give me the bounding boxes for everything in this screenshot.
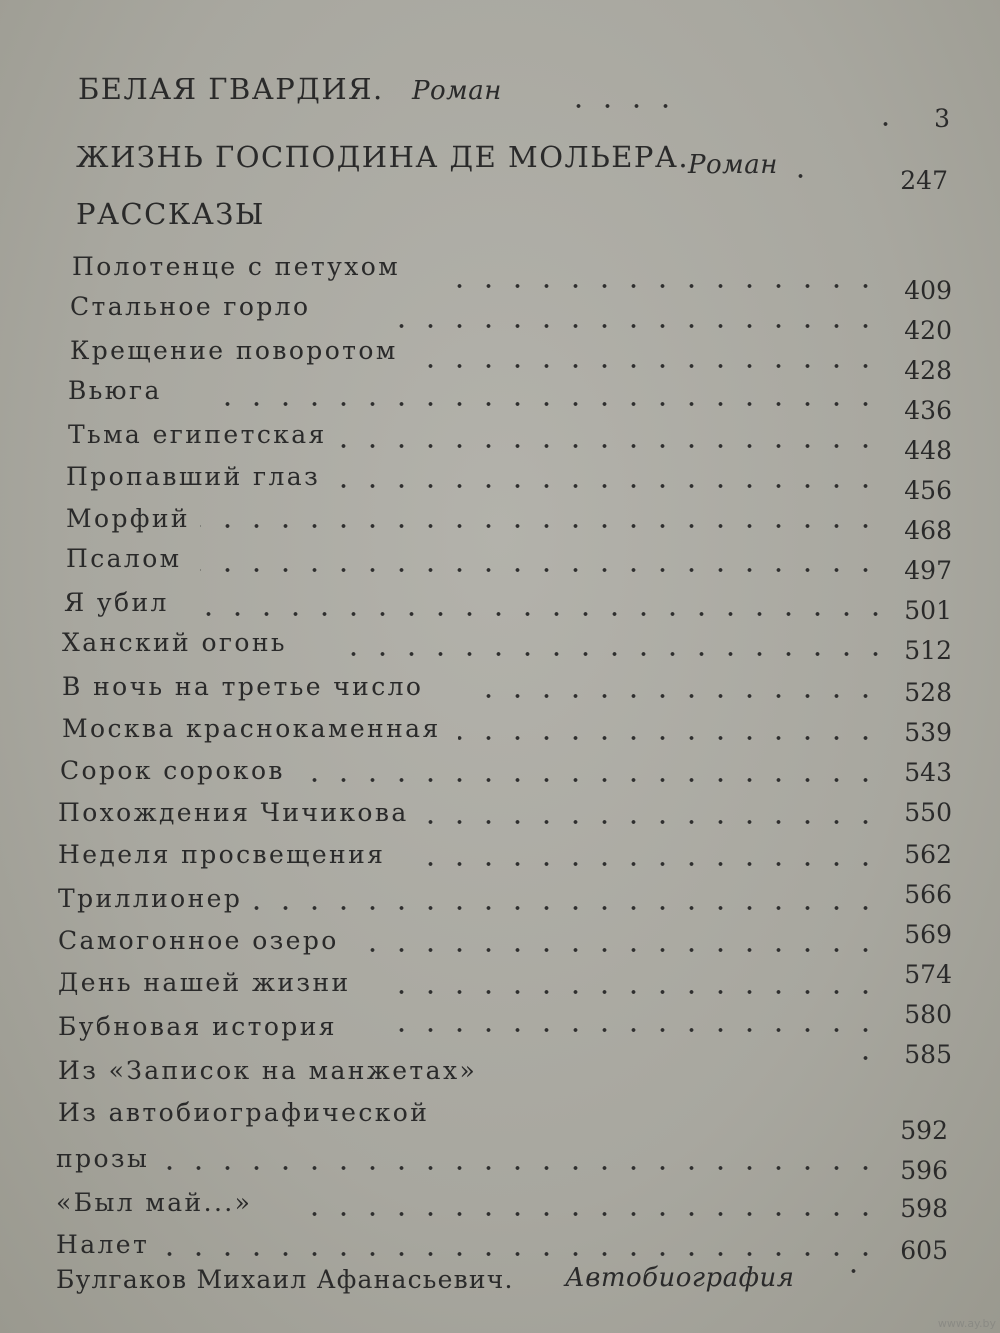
toc-story-row — [0, 588, 1000, 628]
page-number: 409 — [904, 276, 952, 305]
leader-dots — [395, 990, 880, 994]
leader-dots — [418, 862, 880, 866]
leader-dots — [560, 104, 680, 108]
story-title: Псалом — [66, 544, 182, 573]
story-title: Вьюга — [68, 376, 162, 405]
leader-dots — [300, 778, 880, 782]
leader-dots — [338, 484, 880, 488]
page-number: 585 — [904, 1040, 952, 1069]
story-title: Москва краснокаменная — [62, 714, 441, 743]
story-title: «Был май...» — [56, 1188, 253, 1217]
page-number: 550 — [904, 798, 952, 827]
section-title: РАССКАЗЫ — [76, 197, 265, 231]
story-title: Похождения Чичикова — [58, 798, 409, 827]
leader-dots — [790, 174, 815, 178]
leader-dots — [378, 1028, 880, 1032]
toc-story-row — [0, 1188, 1000, 1228]
page-number: 448 — [904, 436, 952, 465]
page-number: 3 — [934, 104, 950, 133]
toc-entry-moliere — [0, 140, 1000, 195]
story-title: Из «Записок на манжетах» — [58, 1056, 478, 1085]
toc-story-row — [0, 1000, 1000, 1052]
author-name: Булгаков Михаил Афанасьевич. — [56, 1265, 514, 1294]
story-title: Из автобиографической — [58, 1098, 430, 1127]
leader-dots — [420, 364, 880, 368]
story-title: День нашей жизни — [58, 968, 351, 997]
leader-dots — [200, 612, 890, 616]
story-title: В ночь на третье число — [62, 672, 424, 701]
page-number: 569 — [904, 920, 952, 949]
page-number: 420 — [904, 316, 952, 345]
page-number: 436 — [904, 396, 952, 425]
toc-story-row — [0, 920, 1000, 966]
leader-dots — [355, 948, 880, 952]
leader-dots — [470, 694, 880, 698]
page-number: 598 — [900, 1194, 948, 1223]
page-number: 580 — [904, 1000, 952, 1029]
page-number: 543 — [904, 758, 952, 787]
toc-story-row — [0, 462, 1000, 505]
story-title: Тьма египетская — [68, 420, 327, 449]
toc-story-row — [0, 880, 1000, 924]
story-title: Пропавший глаз — [66, 462, 321, 491]
story-title: Полотенце с петухом — [72, 252, 401, 281]
page-number: 456 — [904, 476, 952, 505]
story-title: Самогонное озеро — [58, 926, 339, 955]
story-title: Бубновая история — [58, 1012, 337, 1041]
leader-dots — [458, 736, 880, 740]
leader-dots — [828, 1269, 868, 1273]
section-heading — [0, 197, 1000, 237]
toc-story-row — [0, 420, 1000, 465]
toc-story-row — [0, 756, 1000, 796]
toc-story-row — [0, 544, 1000, 584]
story-title: Неделя просвещения — [58, 840, 386, 869]
toc-entry-white-guard — [0, 72, 1000, 133]
toc-story-row — [0, 292, 1000, 345]
page-number: 528 — [904, 678, 952, 707]
page-number: 512 — [904, 636, 952, 665]
story-title: прозы — [56, 1144, 150, 1173]
page-number: 428 — [904, 356, 952, 385]
entry-subtitle: Роман — [412, 76, 502, 106]
story-title: Крещение поворотом — [70, 336, 398, 365]
toc-story-row — [0, 798, 1000, 838]
toc-story-row — [0, 1040, 1000, 1096]
leader-dots — [160, 1166, 880, 1170]
leader-dots — [338, 444, 880, 448]
story-title: Стальное горло — [70, 292, 311, 321]
page-number: 501 — [904, 596, 952, 625]
toc-story-row — [0, 1098, 1000, 1145]
toc-autobiography-row — [0, 1265, 1000, 1305]
page-number: 539 — [904, 718, 952, 747]
entry-title: ЖИЗНЬ ГОСПОДИНА ДЕ МОЛЬЕРА. — [76, 140, 690, 174]
page-number: 605 — [900, 1236, 948, 1265]
page-number: 566 — [904, 880, 952, 909]
story-title: Сорок сороков — [60, 756, 285, 785]
leader-dots — [300, 1212, 880, 1216]
toc-story-row — [0, 1230, 1000, 1270]
toc-story-row — [0, 1144, 1000, 1184]
story-title: Триллионер — [58, 884, 243, 913]
toc-story-row — [0, 714, 1000, 754]
leader-dots — [200, 524, 880, 528]
toc-story-row — [0, 252, 1000, 305]
toc-story-row — [0, 336, 1000, 385]
toc-story-row — [0, 628, 1000, 668]
story-title: Я убил — [64, 588, 169, 617]
page-number: 592 — [900, 1116, 948, 1145]
leader-dots — [160, 1252, 880, 1256]
story-title: Налет — [56, 1230, 150, 1259]
entry-subtitle: Роман — [688, 150, 778, 180]
page-number: 468 — [904, 516, 952, 545]
leader-dots — [250, 906, 880, 910]
leader-dots — [418, 820, 880, 824]
toc-story-row — [0, 376, 1000, 425]
toc-story-row — [0, 960, 1000, 1008]
toc-story-row — [0, 672, 1000, 712]
leader-dots — [225, 402, 880, 406]
page-number: 247 — [900, 166, 948, 195]
page-number: 574 — [904, 960, 952, 989]
autobiography-subtitle: Автобиография — [565, 1263, 795, 1293]
leader-dots — [200, 568, 880, 572]
watermark: www.ay.by — [937, 1317, 996, 1330]
page-number: 497 — [904, 556, 952, 585]
leader-dots — [340, 652, 890, 656]
story-title: Морфий — [66, 504, 190, 533]
toc-story-row — [0, 504, 1000, 544]
toc-story-row — [0, 840, 1000, 880]
page-number: 562 — [904, 840, 952, 869]
story-title: Ханский огонь — [62, 628, 287, 657]
page-number: 596 — [900, 1156, 948, 1185]
leader-dots — [445, 284, 880, 288]
entry-title: БЕЛАЯ ГВАРДИЯ. — [78, 72, 384, 106]
leader-dots — [380, 324, 880, 328]
